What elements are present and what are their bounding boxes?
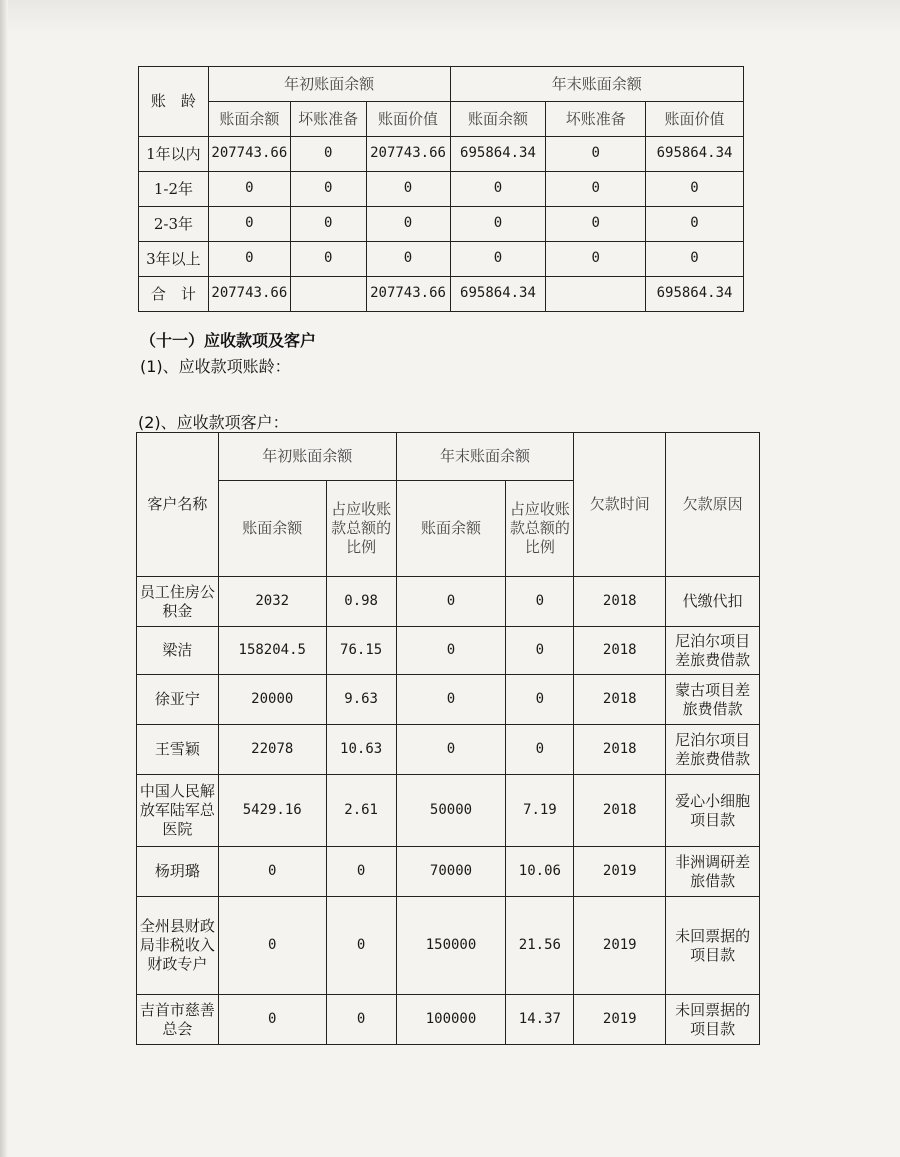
cell: 0 [506, 675, 574, 725]
cell: 10.63 [326, 725, 396, 775]
cell: 158204.5 [218, 627, 326, 675]
cell: 695864.34 [450, 137, 546, 172]
col-name-header: 客户名称 [137, 433, 219, 577]
sub-header: 账面余额 [396, 481, 506, 577]
debt-time: 2019 [574, 897, 666, 995]
debt-time: 2018 [574, 725, 666, 775]
cell: 7.19 [506, 775, 574, 847]
cell: 2032 [218, 577, 326, 627]
section-title: （十一）应收款项及客户 [140, 331, 317, 350]
sub-header: 账面价值 [646, 102, 744, 137]
cell: 0 [546, 207, 646, 242]
cell: 207743.66 [208, 277, 290, 312]
cell: 0 [366, 172, 450, 207]
debt-reason: 尼泊尔项目差旅费借款 [666, 627, 760, 675]
row-label: 1-2年 [139, 172, 209, 207]
table-row [139, 207, 744, 242]
cell: 0 [450, 242, 546, 277]
table-row [137, 577, 760, 627]
debt-reason: 蒙古项目差旅费借款 [666, 675, 760, 725]
cell: 0 [450, 172, 546, 207]
cell: 5429.16 [218, 775, 326, 847]
table-row [137, 627, 760, 675]
cell: 0 [326, 995, 396, 1045]
table-row [139, 277, 744, 312]
cell: 0 [366, 207, 450, 242]
customer-name: 徐亚宁 [137, 675, 219, 725]
cell: 0 [290, 137, 366, 172]
aging-table [138, 66, 744, 312]
cell: 0 [290, 242, 366, 277]
customer-name: 杨玥璐 [137, 847, 219, 897]
cell: 0 [450, 207, 546, 242]
cell: 0 [506, 627, 574, 675]
sub-header: 账面余额 [218, 481, 326, 577]
cell: 0.98 [326, 577, 396, 627]
sub-header: 账面价值 [366, 102, 450, 137]
cell: 21.56 [506, 897, 574, 995]
cell: 76.15 [326, 627, 396, 675]
sub-header: 账面余额 [450, 102, 546, 137]
cell [290, 277, 366, 312]
col-age-header: 账 龄 [139, 67, 209, 137]
group-begin-header: 年初账面余额 [218, 433, 396, 481]
cell: 0 [208, 207, 290, 242]
cell: 207743.66 [366, 277, 450, 312]
cell: 22078 [218, 725, 326, 775]
debt-reason: 尼泊尔项目差旅费借款 [666, 725, 760, 775]
row-label: 3年以上 [139, 242, 209, 277]
cell: 0 [506, 725, 574, 775]
cell: 9.63 [326, 675, 396, 725]
group-end-header: 年末账面余额 [396, 433, 574, 481]
cell: 0 [506, 577, 574, 627]
cell: 0 [646, 207, 744, 242]
cell: 10.06 [506, 847, 574, 897]
sub-header: 坏账准备 [546, 102, 646, 137]
cell: 0 [326, 897, 396, 995]
debt-time: 2019 [574, 995, 666, 1045]
group-begin-header: 年初账面余额 [208, 67, 450, 102]
cell: 50000 [396, 775, 506, 847]
cell: 0 [366, 242, 450, 277]
customer-name: 员工住房公积金 [137, 577, 219, 627]
cell: 0 [218, 897, 326, 995]
customer-name: 王雪颖 [137, 725, 219, 775]
page-top-edge [0, 0, 900, 34]
cell: 14.37 [506, 995, 574, 1045]
table-row [139, 172, 744, 207]
cell: 0 [546, 242, 646, 277]
table-row [139, 137, 744, 172]
cell: 0 [326, 847, 396, 897]
table-row [137, 995, 760, 1045]
row-label: 1年以内 [139, 137, 209, 172]
cell: 695864.34 [646, 277, 744, 312]
cell: 2.61 [326, 775, 396, 847]
cell: 0 [546, 137, 646, 172]
subsection-aging: (1)、应收款项账龄： [140, 357, 291, 376]
cell [546, 277, 646, 312]
customer-name: 梁洁 [137, 627, 219, 675]
customer-table [136, 432, 760, 1045]
debt-reason: 非洲调研差旅借款 [666, 847, 760, 897]
debt-reason: 未回票据的项目款 [666, 995, 760, 1045]
table-row [137, 675, 760, 725]
table-row [137, 725, 760, 775]
sub-header: 占应收账款总额的比例 [326, 481, 396, 577]
cell: 70000 [396, 847, 506, 897]
cell: 100000 [396, 995, 506, 1045]
cell: 0 [396, 577, 506, 627]
cell: 0 [290, 172, 366, 207]
cell: 0 [208, 172, 290, 207]
debt-time: 2018 [574, 675, 666, 725]
table-row [137, 775, 760, 847]
debt-time: 2018 [574, 577, 666, 627]
col-time-header: 欠款时间 [574, 433, 666, 577]
cell: 20000 [218, 675, 326, 725]
cell: 0 [208, 242, 290, 277]
debt-time: 2019 [574, 847, 666, 897]
page-left-shadow [0, 0, 8, 1157]
col-reason-header: 欠款原因 [666, 433, 760, 577]
sub-header: 占应收账款总额的比例 [506, 481, 574, 577]
cell: 207743.66 [366, 137, 450, 172]
debt-time: 2018 [574, 627, 666, 675]
cell: 0 [396, 627, 506, 675]
debt-reason: 未回票据的项目款 [666, 897, 760, 995]
row-label: 2-3年 [139, 207, 209, 242]
cell: 695864.34 [646, 137, 744, 172]
table-row [137, 897, 760, 995]
table-row [139, 242, 744, 277]
customer-name: 中国人民解放军陆军总医院 [137, 775, 219, 847]
sub-header: 账面余额 [208, 102, 290, 137]
subsection-customers: (2)、应收款项客户： [138, 413, 289, 432]
customer-name: 吉首市慈善总会 [137, 995, 219, 1045]
cell: 150000 [396, 897, 506, 995]
customer-name: 全州县财政局非税收入财政专户 [137, 897, 219, 995]
cell: 0 [290, 207, 366, 242]
cell: 0 [646, 172, 744, 207]
cell: 695864.34 [450, 277, 546, 312]
sub-header: 坏账准备 [290, 102, 366, 137]
cell: 0 [218, 847, 326, 897]
table-row [137, 847, 760, 897]
row-label: 合 计 [139, 277, 209, 312]
group-end-header: 年末账面余额 [450, 67, 743, 102]
cell: 0 [396, 725, 506, 775]
debt-reason: 爱心小细胞项目款 [666, 775, 760, 847]
cell: 0 [396, 675, 506, 725]
debt-reason: 代缴代扣 [666, 577, 760, 627]
cell: 0 [646, 242, 744, 277]
cell: 0 [218, 995, 326, 1045]
cell: 0 [546, 172, 646, 207]
cell: 207743.66 [208, 137, 290, 172]
debt-time: 2018 [574, 775, 666, 847]
